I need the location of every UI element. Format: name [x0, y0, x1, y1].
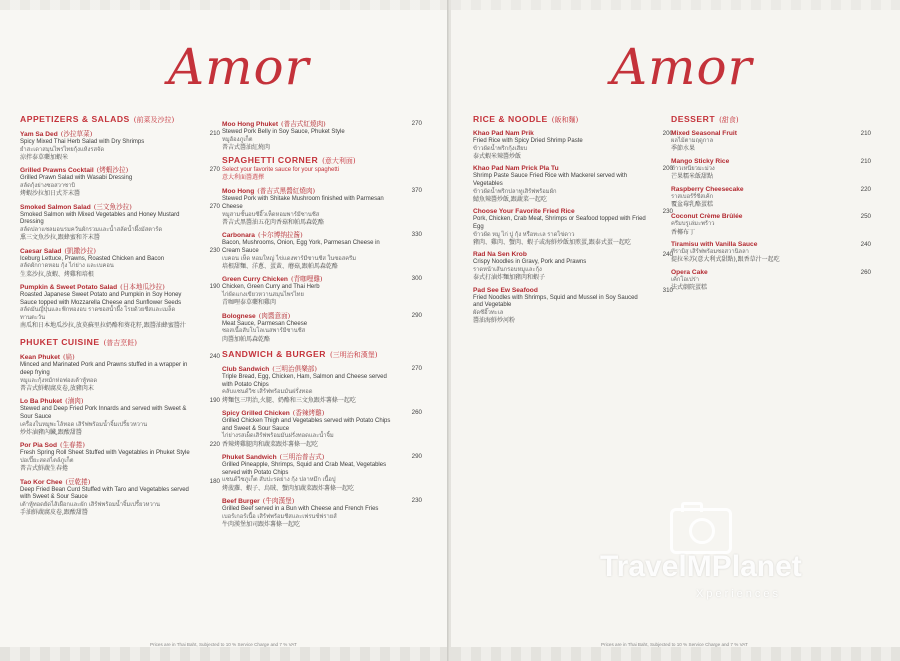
menu-item-name-zh: (滷肉) — [65, 397, 84, 406]
menu-item-description: Minced and Marinated Pork and Prawns stuffed in a wrapper in deep frying — [20, 362, 188, 376]
spaghetti-list — [222, 187, 422, 343]
menu-item-description: Fried Noodles with Shrimps, Squid and Mussel in Soy Sauced and Vegetable — [473, 294, 638, 309]
menu-item-chinese: 烤菠蘿、蝦子、烏賊、蟹肉加蔬菜跟炸薯條一起吃 — [222, 484, 355, 492]
menu-item-name — [671, 158, 847, 166]
menu-item — [20, 166, 220, 197]
menu-item — [671, 213, 871, 236]
menu-item-description: Fried Rice with Spicy Dried Shrimp Paste — [473, 138, 583, 144]
menu-item-price: 190 — [209, 283, 220, 291]
menu-item-price: 180 — [209, 477, 220, 485]
menu-item-name-text: Grilled Prawns Cocktail — [20, 167, 94, 175]
menu-item-price: 250 — [860, 213, 871, 221]
menu-item-chinese: 肉醬加帕馬森乾酪 — [222, 335, 271, 343]
menu-item-chinese: 熏三文魚沙拉,跟蜂蜜和芥末醬 — [20, 234, 100, 242]
menu-item — [671, 130, 871, 153]
menu-item-name-text: Khao Pad Nam Prick Pla Tu — [473, 165, 559, 173]
menu-item-name — [473, 165, 649, 173]
menu-item-chinese: 普吉式鮮蝦腐皮卷,放豬肉末 — [20, 384, 94, 392]
menu-item — [20, 441, 220, 472]
menu-item-description: Deep Fried Bean Curd Stuffed with Taro and Vegetables served with Sweet & Sour Sauce — [20, 486, 189, 501]
section-title-appetizers: APPETIZERS & SALADS (前菜及沙拉) — [20, 114, 175, 124]
menu-item-price: 260 — [411, 409, 422, 417]
menu-item-name-text: Green Curry Chicken — [222, 276, 288, 284]
menu-item-name-zh: (豆乾捲) — [65, 477, 91, 486]
section-title-rice: RICE & NOODLE (飯和麵) — [473, 114, 579, 124]
menu-item-price: 270 — [411, 365, 422, 373]
menu-item — [20, 283, 220, 329]
menu-item-description: Crispy Noodles in Gravy, Pork and Prawns — [473, 259, 587, 266]
menu-page-left — [0, 0, 449, 661]
menu-item-thai: สลัดผักกาดหอม กุ้ง ไก่ย่าง และเบคอน — [20, 263, 114, 270]
menu-item-chinese: 泰式打滷炸麵加豬肉和蝦子 — [473, 274, 546, 282]
menu-item-name-text: Smoked Salmon Salad — [20, 203, 91, 211]
menu-item-name-zh: (沙拉草菜) — [60, 130, 93, 138]
menu-item-name-text: Rad Na Sen Krob — [473, 251, 527, 259]
menu-item-thai: ปอเปี๊ยะสดสไตล์ภูเก็ต — [20, 457, 74, 464]
menu-item-thai: สลัดปลาแซลมอนรมควันผักรวมและน้ำสลัดน้ำผึ้งมัสตาร์ด — [20, 226, 163, 233]
menu-item-description: Fresh Spring Roll Sheet Stuffed with Vegetables in Phuket Style — [20, 450, 190, 457]
menu-item-name-text: Tiramisu with Vanilla Sauce — [671, 241, 758, 249]
menu-item-name — [222, 120, 398, 129]
menu-item-description: Grilled Beef served in a Bun with Cheese and French Fries — [222, 506, 379, 513]
menu-item-name — [20, 283, 196, 292]
menu-item — [20, 397, 220, 436]
menu-item-name-zh: (凱撒沙拉) — [64, 246, 96, 255]
menu-item-name — [671, 269, 847, 277]
price-footnote: Prices are in Thai Baht, Subjected to 10 % Service Charge and 7 % VAT — [601, 642, 748, 647]
menu-item-thai: ข้าวผัดน้ำพริกกุ้งเสียบ — [473, 145, 528, 152]
menu-item-thai: ราสเบอร์รี่ชีสเค้ก — [671, 193, 714, 200]
menu-item — [671, 269, 871, 292]
menu-item-chinese: 法式劇院蛋糕 — [671, 284, 708, 292]
menu-item-description: Meat Sauce, Parmesan Cheese — [222, 320, 308, 327]
menu-item-description: Shrimp Paste Sauce Fried Rice with Mackerel served with Vegetables — [473, 173, 628, 187]
watermark-sub-text: Xperiences — [696, 588, 782, 600]
menu-item-chinese: 提拉米苏(意大利式甜點),跟香草汁一起吃 — [671, 256, 780, 264]
section-title-dessert: DESSERT (甜食) — [671, 114, 739, 124]
menu-item-thai: แซนด์วิชภูเก็ต สับปะรดย่าง กุ้ง ปลาหมึก เนื้อปู — [222, 477, 336, 484]
menu-item-name — [222, 231, 398, 240]
menu-item-description: Stewed Pork with Shitake Mushroom finished with Parmesan Cheese — [222, 196, 384, 210]
menu-item — [20, 353, 220, 392]
menu-item-chinese: 芒果糯米飯甜點 — [671, 173, 714, 180]
menu-item-price: 240 — [860, 241, 871, 249]
phuket-list — [20, 353, 220, 516]
menu-item — [671, 186, 871, 209]
menu-item-thai: ซอสเนื้อสับโบโลเนสพาร์มีซานชีส — [222, 328, 306, 335]
menu-item-description: Stewed Pork Belly in Soy Sauce, Phuket Style — [222, 129, 345, 135]
section-title-spaghetti: SPAGHETTI CORNER (意大利面) — [222, 155, 356, 166]
menu-item-name-text: Khao Pad Nam Prik — [473, 130, 534, 137]
menu-item-name — [222, 409, 398, 418]
menu-item-name-zh: (卡尔博纳拉酱) — [257, 231, 303, 240]
menu-item-name-text: Kean Phuket — [20, 354, 60, 362]
menu-item-name-text: Pumpkin & Sweet Potato Salad — [20, 284, 118, 292]
menu-item-price: 240 — [662, 251, 673, 259]
menu-item — [671, 241, 871, 264]
menu-item-chinese: 南瓜和日本地瓜沙拉,放莫蘇里拉奶酪和葵花籽,跟醬油蜂蜜醬汁 — [20, 321, 186, 329]
menu-item-price: 190 — [209, 397, 220, 405]
menu-item-thai: สลัดกุ้งย่างซอสวาซาบิ — [20, 182, 76, 189]
menu-item-chinese: 手油鮮蔬腐皮卷,跟酸甜醬 — [20, 509, 88, 517]
menu-item-thai: สลัดมันญี่ปุ่นและฟักทองอบ ราดซอสน้ำผึ้ง โรยด้วยชีสและเมล็ดทานตะวัน — [20, 307, 176, 321]
menu-item-name-text: Phuket Sandwich — [222, 454, 277, 462]
menu-item-name-zh: (普吉式紅燒肉) — [281, 120, 326, 128]
section-title-sandwich: SANDWICH & BURGER (三明治和漢堡) — [222, 349, 378, 360]
menu-item-name-text: Tao Kor Chee — [20, 478, 63, 486]
right-column-2 — [671, 112, 871, 292]
menu-item-thai: หมูสามชั้นอบซีอิ๊วเห็ดหอมพาร์มีซานชีส — [222, 211, 320, 218]
menu-item-name — [473, 130, 649, 138]
menu-item-price: 270 — [209, 202, 220, 210]
menu-item-description: Grilled Pineapple, Shrimps, Squid and Crab Meat, Vegetables served with Potato Chips — [222, 462, 387, 476]
menu-item-name-text: Lo Ba Phuket — [20, 398, 63, 406]
brand-title: Amor — [168, 38, 310, 96]
decorative-border-top — [451, 0, 900, 10]
rice-noodle-list — [473, 130, 673, 325]
menu-item-name-text: Moo Hong Phuket — [222, 121, 279, 128]
menu-item — [222, 120, 422, 151]
menu-item-description: Iceburg Lettuce, Prawns, Roasted Chicken and Bacon — [20, 255, 165, 262]
menu-item — [473, 287, 673, 325]
menu-item-thai: เต้าหู้ทอดยัดไส้เผือกและผัก เสิร์ฟพร้อมน้ำจิ้มเปรี้ยวหวาน — [20, 501, 160, 508]
menu-item-price: 330 — [411, 231, 422, 239]
menu-item-price: 290 — [411, 311, 422, 319]
menu-item-name-zh: (生春捲) — [60, 441, 85, 450]
menu-item-name — [473, 251, 649, 259]
menu-item-name-text: Pad See Ew Seafood — [473, 286, 538, 294]
menu-item-price: 270 — [209, 166, 220, 174]
menu-item-name-zh: (三明治普吉式) — [279, 453, 325, 462]
menu-item-name — [20, 166, 196, 175]
left-column-2 — [222, 115, 422, 528]
menu-item-chinese: 覆盆莓乳酪蛋糕 — [671, 200, 714, 208]
camera-icon — [670, 508, 732, 554]
menu-item-name-text: Spicy Grilled Chicken — [222, 410, 290, 418]
menu-item-name-zh: (牛肉漢堡) — [262, 497, 295, 506]
menu-item-name — [20, 203, 196, 212]
menu-item-thai: หมูและกุ้งหมักห่อฟองเต้าหู้ทอด — [20, 377, 98, 384]
menu-item-name — [20, 353, 196, 362]
menu-item-chinese: 烤麵包三明治,火腿、奶酪和三文魚跟炸薯條一起吃 — [222, 396, 356, 404]
menu-item-name-text: Moo Hong — [222, 188, 255, 196]
menu-item — [20, 478, 220, 517]
menu-item-thai: ครีมบรูเล่มะพร้าว — [671, 221, 715, 228]
menu-item-name-zh: (日本地瓜沙拉) — [120, 283, 165, 292]
menu-item-description: Grilled Chicken Thigh and Vegetables served with Potato Chips and Sweet & Sour Sauce — [222, 418, 391, 432]
menu-item-name-text: Club Sandwich — [222, 366, 270, 374]
menu-item-name-zh: (三明治俱樂部) — [272, 365, 317, 374]
menu-item-thai: คลับแซนด์วิช เสิร์ฟพร้อมมันฝรั่งทอด — [222, 389, 313, 396]
menu-item-thai: ไก่ผัดแกงเขียวหวานสมุนไพรไทย — [222, 291, 304, 298]
menu-item-description: Smoked Salmon with Mixed Vegetables and Honey Mustard Dressing — [20, 211, 180, 226]
menu-item-thai: ข้าวผัดน้ำพริกปลาทูเสิร์ฟพร้อมผัก — [473, 188, 557, 195]
decorative-border-bottom — [0, 647, 449, 661]
menu-item — [222, 409, 422, 448]
phuket-extra-list — [222, 120, 422, 151]
menu-item-thai: เค้กโอเปร่า — [671, 276, 699, 283]
menu-item-chinese: 烤蝦沙拉加日式芥末醬 — [20, 190, 81, 198]
menu-item-description: Pork, Chicken, Crab Meat, Shrimps or Seafood topped with Fried Egg — [473, 216, 646, 230]
menu-item — [20, 247, 220, 278]
menu-item-name-text: Coconut Crème Brûlée — [671, 213, 743, 221]
menu-item-name-zh: (香辣烤雞) — [292, 409, 325, 418]
menu-item — [20, 130, 220, 161]
menu-item-chinese: 豬肉、雞肉、蟹肉、蝦子或海鮮炒飯加煎蛋,跟泰式蛋一起吃 — [473, 238, 631, 246]
menu-item-name — [20, 441, 196, 450]
menu-item-thai: เบอร์เกอร์เนื้อ เสิร์ฟพร้อมชีสและเฟรนช์ฟรายส์ — [222, 513, 337, 520]
menu-item-description: Bacon, Mushrooms, Onion, Egg York, Parmesan Cheese in Cream Sauce — [222, 240, 380, 254]
menu-item-chinese: 普吉式黑醬油五花肉香菇和帕馬森乾酪 — [222, 218, 325, 226]
menu-item-name-text: Beef Burger — [222, 498, 260, 506]
menu-item-price: 230 — [209, 246, 220, 254]
menu-item-thai: ทีรามิสุ เสิร์ฟพร้อมซอสวานิลลา — [671, 249, 749, 256]
menu-item — [222, 453, 422, 492]
menu-item-price: 220 — [209, 441, 220, 449]
section-title-phuket: PHUKET CUISINE (普吉烹飪) — [20, 337, 138, 348]
menu-item-chinese: 涼拌泰草藥加蝦米 — [20, 153, 69, 161]
menu-item-price: 210 — [209, 130, 220, 137]
menu-item-name — [222, 497, 398, 506]
menu-item-name — [671, 241, 847, 249]
menu-item-name — [20, 247, 196, 256]
menu-item-chinese: 泰式蝦米辣醬炒飯 — [473, 152, 522, 160]
menu-item-name-text: Yam Sa Ded — [20, 131, 58, 138]
menu-item-chinese: 醬油海鮮炒河粉 — [473, 317, 516, 325]
menu-item-name — [473, 287, 649, 295]
menu-item-name-text: Caesar Salad — [20, 247, 62, 255]
menu-item-name — [222, 453, 398, 462]
decorative-border-bottom — [451, 647, 900, 661]
menu-item-chinese: 牛肉漢堡加司跟炸薯條一起吃 — [222, 520, 301, 528]
menu-item-name-zh: (烤蝦沙拉) — [96, 166, 129, 175]
brand-title: Amor — [611, 38, 753, 96]
menu-item-name — [222, 187, 398, 196]
menu-item — [222, 312, 422, 343]
menu-item-price: 270 — [411, 120, 422, 127]
menu-item-name — [671, 130, 847, 138]
menu-item-thai: เบคอน เห็ด หอมใหญ่ ไข่แดงพาร์มีซานชีส ในซอสครีม — [222, 255, 357, 262]
menu-item-name-text: Choose Your Favorite Fried Rice — [473, 208, 575, 216]
menu-item — [473, 165, 673, 203]
menu-item-thai: เครื่องในหมูพะโล้ทอด เสิร์ฟพร้อมน้ำจิ้มเปรี้ยวหวาน — [20, 421, 148, 428]
menu-item-name-zh: (青咖哩雞) — [290, 275, 323, 284]
menu-item-price: 370 — [411, 187, 422, 195]
travel-planet-watermark — [600, 540, 850, 640]
menu-item-price: 210 — [860, 130, 871, 137]
menu-item-name-text: Bolognese — [222, 312, 256, 320]
menu-item-thai: ผัดซีอิ๊วทะเล — [473, 309, 504, 316]
menu-item-price: 200 — [662, 165, 673, 173]
menu-item-description: Chicken, Green Curry and Thai Herb — [222, 284, 320, 291]
menu-item-name — [473, 208, 649, 216]
watermark-main-text: TravelMPlanet — [600, 550, 802, 583]
spaghetti-subtitle-zh: 意大利面醬選擇 — [222, 174, 265, 181]
menu-item-chinese: 香椰布丁 — [671, 228, 696, 236]
menu-item-price: 230 — [662, 208, 673, 216]
menu-item — [671, 158, 871, 181]
menu-item-name — [20, 397, 196, 406]
menu-item-name-text: Raspberry Cheesecake — [671, 185, 744, 193]
menu-item-description: Roasted Japanese Sweet Potato and Pumpkin in Soy Honey Sauce topped with Mozzarella Cheese and Sunflower Seeds — [20, 292, 182, 306]
menu-item — [222, 497, 422, 528]
menu-item-chinese: 炒炸滷豬內臟,跟酸甜醬 — [20, 428, 82, 436]
menu-item-name-zh: (扁) — [62, 353, 75, 362]
menu-item-chinese: 培根甜麵、洋蔥、蛋黃、蘑菇,跟帕馬森乾酪 — [222, 262, 338, 270]
menu-item-name — [222, 312, 398, 321]
menu-item-chinese: 香辣烤雞腿肉和蔬菜跟炸薯條一起吃 — [222, 440, 319, 448]
menu-item-chinese: 鯖魚辣醬炒飯,跟蔬菜一起吃 — [473, 195, 547, 203]
menu-item-chinese: 普吉式鮮蔬生春捲 — [20, 465, 69, 473]
menu-item-description: Grilled Prawn Salad with Wasabi Dressing — [20, 175, 133, 182]
menu-item — [222, 365, 422, 404]
price-footnote: Prices are in Thai Baht, Subjected to 10 % Service Charge and 7 % VAT — [150, 642, 297, 647]
menu-item-name — [671, 186, 847, 194]
menu-item-price: 290 — [411, 453, 422, 461]
menu-item-chinese: 生菜沙拉,放蝦、烤雞和培根 — [20, 270, 94, 278]
sandwich-list — [222, 365, 422, 528]
menu-item-chinese: 季節水果 — [671, 145, 696, 153]
menu-item-name-text: Por Pia Sod — [20, 442, 58, 450]
spaghetti-subtitle: Select your favorite sauce for your spaghetti — [222, 167, 340, 174]
menu-item-name-zh: (三文魚沙拉) — [93, 202, 132, 211]
menu-item-name-text: Mixed Seasonal Fruit — [671, 130, 737, 137]
menu-item-name-text: Opera Cake — [671, 268, 708, 276]
menu-item-price: 310 — [662, 286, 673, 294]
menu-item-description: Triple Bread, Egg, Chicken, Ham, Salmon and Cheese served with Potato Chips — [222, 374, 387, 388]
menu-item — [20, 203, 220, 242]
menu-item-price: 200 — [662, 130, 673, 137]
menu-item-name-text: Carbonara — [222, 232, 255, 240]
menu-item-name — [222, 365, 398, 374]
menu-item-thai: ไก่ย่างรสเผ็ดเสิร์ฟพร้อมมันฝรั่งทอดและน้ำจิ้ม — [222, 433, 334, 440]
menu-item-price: 220 — [860, 185, 871, 193]
dessert-list — [671, 130, 871, 292]
menu-item — [473, 251, 673, 281]
menu-item — [222, 231, 422, 270]
appetizers-list — [20, 130, 220, 329]
menu-item — [473, 130, 673, 160]
menu-item-chinese: 青咖哩泰草藥和雞肉 — [222, 299, 277, 307]
menu-item-description: Stewed and Deep Fried Pork Innards and served with Sweet & Sour Sauce — [20, 406, 187, 420]
left-column-1 — [20, 112, 220, 517]
menu-item-name — [222, 275, 398, 284]
menu-item-name — [20, 478, 196, 487]
menu-item-price: 260 — [860, 268, 871, 276]
decorative-border-top — [0, 0, 449, 10]
menu-item — [473, 208, 673, 246]
menu-item-price: 210 — [860, 157, 871, 165]
menu-item — [222, 187, 422, 226]
menu-item-price: 230 — [411, 497, 422, 505]
menu-item-thai: หมูฮ้องภูเก็ต — [222, 136, 253, 143]
menu-item-price: 240 — [209, 353, 220, 361]
menu-item-name-text: Mango Sticky Rice — [671, 157, 730, 165]
menu-item-thai: ยำสะเดาสมุนไพรไทยกุ้งแห้งรสจัด — [20, 146, 105, 153]
menu-item-name — [20, 130, 196, 139]
menu-item-description: Spicy Mixed Thai Herb Salad with Dry Shrimps — [20, 139, 145, 145]
menu-item-chinese: 普吉式醬油紅燒肉 — [222, 143, 271, 151]
menu-item-name-zh: (肉醬意面) — [258, 311, 291, 320]
menu-item-thai: ราดหน้าเส้นกรอบหมูและกุ้ง — [473, 266, 542, 273]
menu-item-thai: ข้าวเหนียวมะม่วง — [671, 165, 715, 172]
menu-item — [222, 275, 422, 306]
right-column-1 — [473, 112, 673, 325]
menu-item-thai: ข้าวผัด หมู ไก่ ปู กุ้ง หรือทะเล ราดไข่ดาว — [473, 231, 575, 238]
menu-item-name-zh: (普吉式黑醬紅燒肉) — [257, 187, 316, 196]
menu-item-price: 300 — [411, 275, 422, 283]
menu-item-thai: ผลไม้ตามฤดูกาล — [671, 138, 714, 144]
